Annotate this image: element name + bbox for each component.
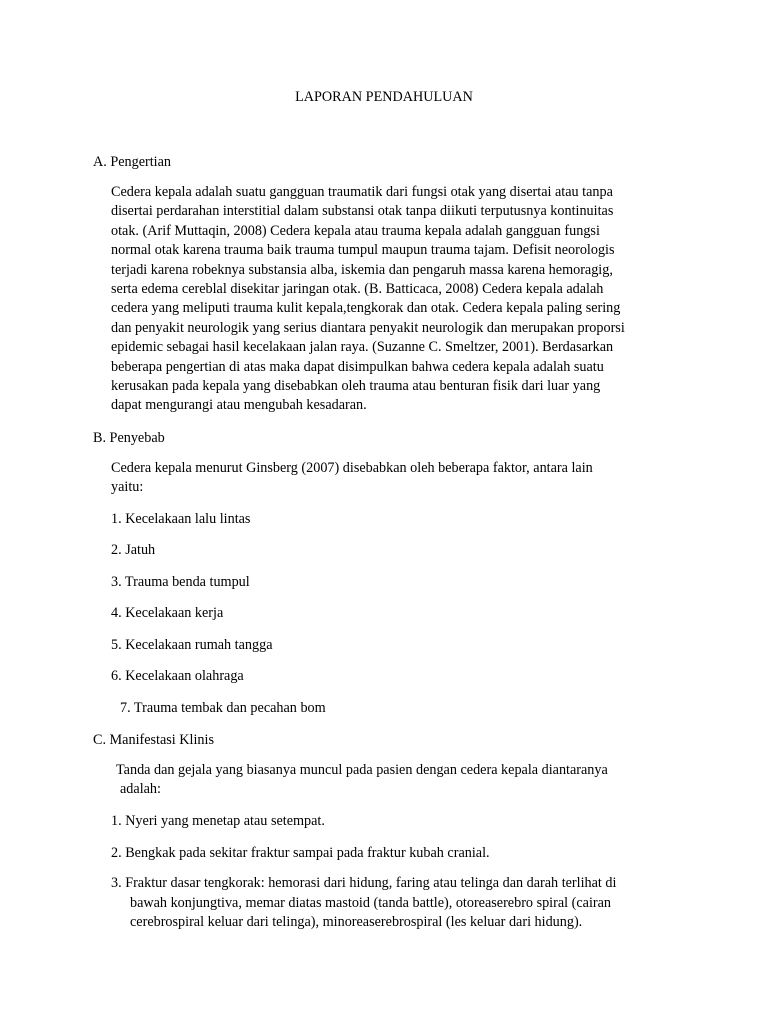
list-item: 3. Trauma benda tumpul: [111, 574, 250, 590]
list-item: 1. Kecelakaan lalu lintas: [111, 511, 251, 527]
list-item-multiline: [111, 874, 691, 933]
list-item: 7. Trauma tembak dan pecahan bom: [120, 700, 326, 716]
paragraph-line: serta edema cereblal disekitar jaringan otak. (B. Batticaca, 2008) Cedera kepala adalah: [111, 281, 604, 298]
page-title: LAPORAN PENDAHULUAN: [295, 89, 473, 105]
paragraph-line: Tanda dan gejala yang biasanya muncul pada pasien dengan cedera kepala diantaranya: [116, 762, 608, 778]
paragraph-line: terjadi karena robeknya substansia alba, iskemia dan pengaruh massa karena hemoragig,: [111, 261, 613, 278]
paragraph-line: beberapa pengertian di atas maka dapat disimpulkan bahwa cedera kepala adalah suatu: [111, 358, 604, 375]
list-item: 4. Kecelakaan kerja: [111, 605, 224, 621]
list-item: 5. Kecelakaan rumah tangga: [111, 637, 273, 653]
paragraph-manifestasi-intro: [116, 761, 696, 800]
paragraph-line: kerusakan pada kepala yang disebabkan oleh trauma atau benturan fisik dari luar yang: [111, 378, 601, 395]
section-heading-manifestasi-klinis: C. Manifestasi Klinis: [93, 732, 214, 748]
paragraph-line: otak. (Arif Muttaqin, 2008) Cedera kepala atau trauma kepala adalah gangguan fungsi: [111, 222, 600, 239]
list-item: 1. Nyeri yang menetap atau setempat.: [111, 813, 325, 829]
paragraph-line: cedera yang meliputi trauma kulit kepala,tengkorak dan otak. Cedera kepala paling sering: [111, 300, 621, 317]
list-item: 2. Jatuh: [111, 542, 156, 558]
list-item-line: 3. Fraktur dasar tengkorak: hemorasi dari hidung, faring atau telinga dan darah terlihat di: [111, 875, 617, 891]
section-heading-penyebab: B. Penyebab: [93, 430, 165, 446]
paragraph-line: Cedera kepala adalah suatu gangguan traumatik dari fungsi otak yang disertai atau tanpa: [111, 184, 613, 200]
paragraph-pengertian: [111, 183, 683, 416]
paragraph-penyebab-intro: [111, 459, 683, 498]
paragraph-line: dan penyakit neurologik yang serius diantara penyakit neurologik dan merupakan proporsi: [111, 319, 625, 336]
list-item: 2. Bengkak pada sekitar fraktur sampai pada fraktur kubah cranial.: [111, 845, 490, 861]
section-heading-pengertian: A. Pengertian: [93, 154, 172, 170]
paragraph-line: dapat mengurangi atau mengubah kesadaran.: [111, 397, 367, 414]
paragraph-line: normal otak karena trauma baik trauma tumpul maupun trauma tajam. Defisit neorologis: [111, 242, 615, 259]
paragraph-line: Cedera kepala menurut Ginsberg (2007) disebabkan oleh beberapa faktor, antara lain: [111, 460, 593, 476]
paragraph-line: disertai perdarahan interstitial dalam substansi otak tanpa diikuti terputusnya kontinuitas: [111, 203, 614, 220]
list-item-line: bawah konjungtiva, memar diatas mastoid (tanda battle), otoreaserebro spiral (cairan: [130, 894, 612, 911]
list-item-line: cerebrospiral keluar dari telinga), minoreaserebrospiral (les keluar dari hidung).: [130, 914, 583, 931]
paragraph-line: adalah:: [120, 781, 161, 798]
list-item: 6. Kecelakaan olahraga: [111, 668, 244, 684]
paragraph-line: yaitu:: [111, 479, 144, 496]
paragraph-line: epidemic sebagai hasil kecelakaan jalan raya. (Suzanne C. Smeltzer, 2001). Berdasarkan: [111, 339, 614, 356]
